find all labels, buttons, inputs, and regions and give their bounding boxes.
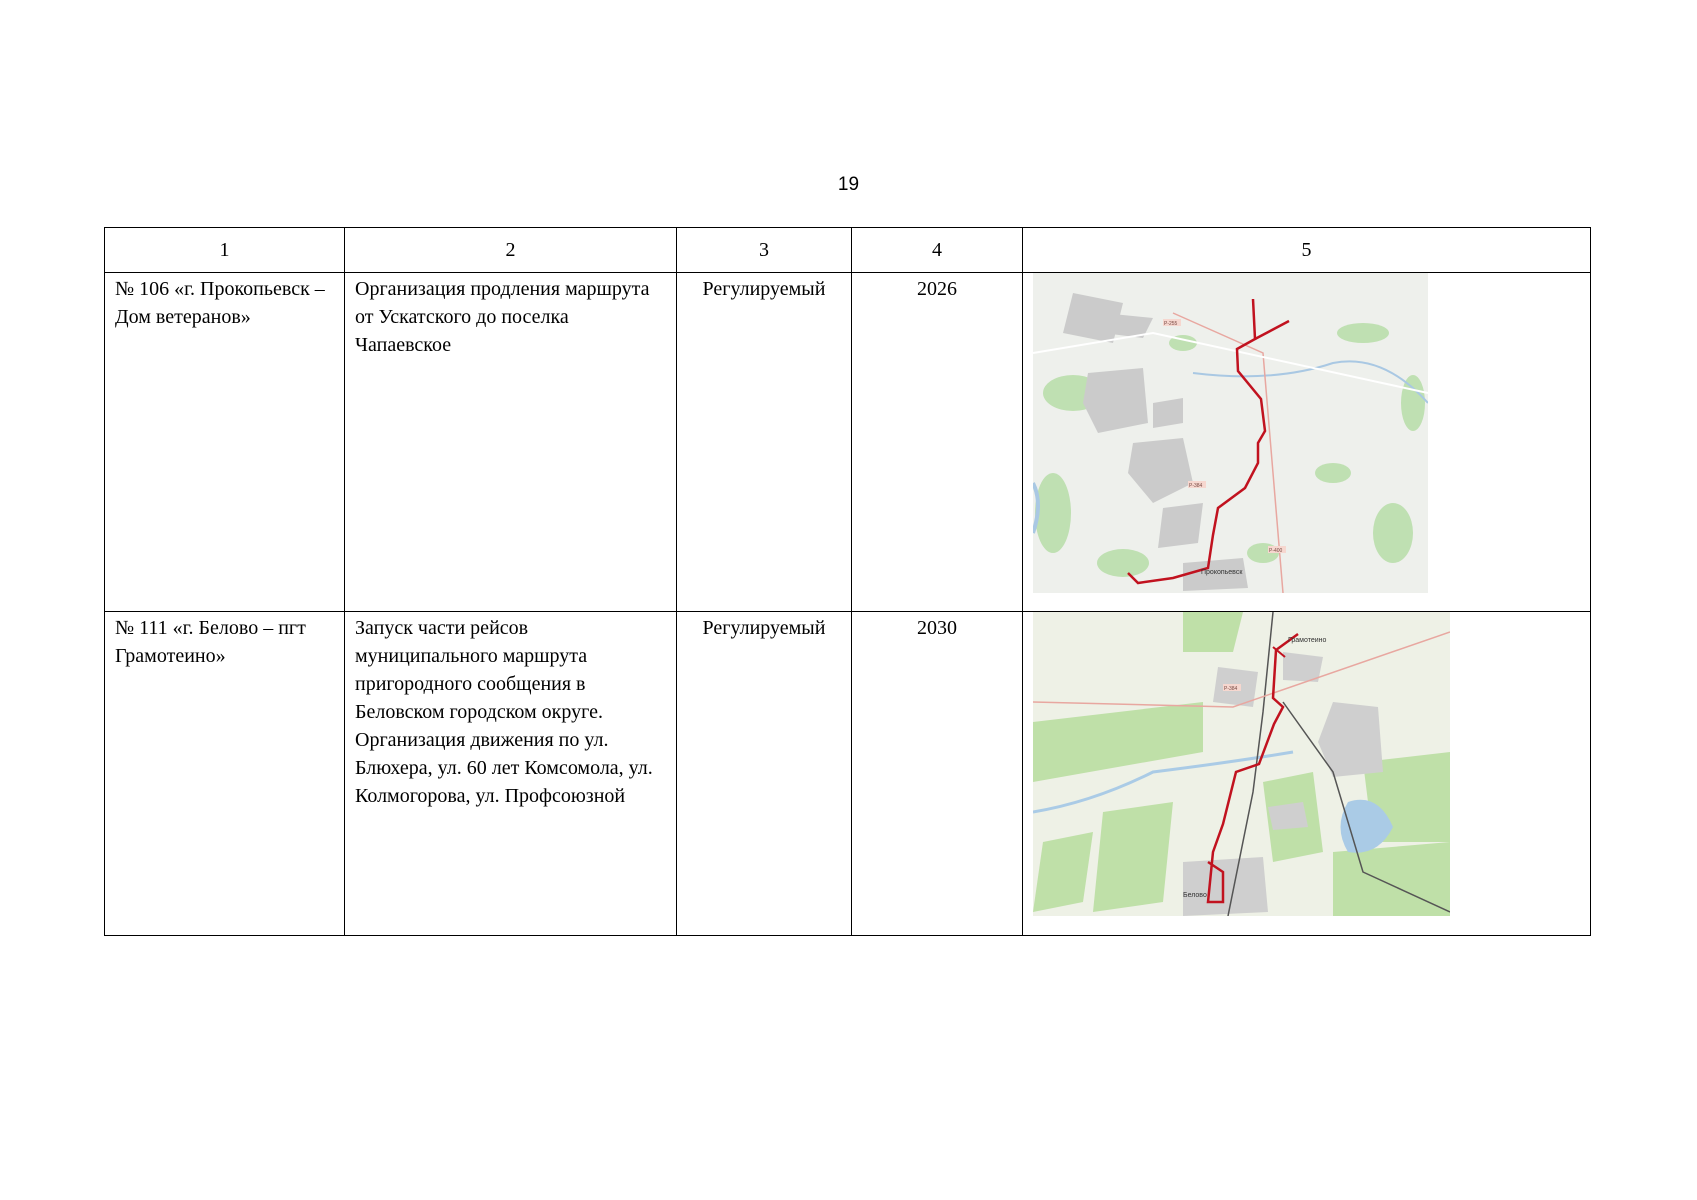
- route-map-cell: [1023, 273, 1591, 612]
- route-year: 2026: [917, 278, 957, 300]
- map-town-label: Грамотеино: [1288, 637, 1327, 644]
- road-sign: Р-400: [1269, 548, 1283, 554]
- route-year-cell: [852, 612, 1023, 936]
- header-col-5: 5: [1023, 228, 1591, 273]
- route-type-cell: [677, 273, 852, 612]
- header-col-2: 2: [345, 228, 677, 273]
- route-map-belovo: [1033, 612, 1450, 916]
- route-action-cell: [345, 612, 677, 936]
- table-row: [105, 612, 1591, 936]
- routes-table: [104, 227, 1591, 936]
- table-header-row: [105, 228, 1591, 273]
- header-col-4: 4: [852, 228, 1023, 273]
- route-name: № 111 «г. Белово – пгт Грамотеино»: [115, 617, 306, 667]
- route-action: Организация продления маршрута от Ускатского до поселка Чапаевское: [355, 278, 650, 356]
- header-col-1: 1: [105, 228, 345, 273]
- route-type: Регулируемый: [702, 278, 826, 300]
- route-map-prokopyevsk: [1033, 273, 1428, 593]
- route-name-cell: [105, 273, 345, 612]
- header-col-3: 3: [677, 228, 852, 273]
- map-city-label: Прокопьевск: [1201, 569, 1243, 576]
- route-type: Регулируемый: [702, 617, 826, 639]
- route-action-cell: [345, 273, 677, 612]
- route-name: № 106 «г. Прокопьевск – Дом ветеранов»: [115, 278, 325, 328]
- page-number: 19: [837, 174, 860, 195]
- table-row: [105, 273, 1591, 612]
- route-name-cell: [105, 612, 345, 936]
- road-sign: Р-255: [1164, 321, 1178, 327]
- route-action: Запуск части рейсов муниципального маршрута пригородного сообщения в Беловском городском округе. Организация движения по ул. Блюхера, ул. 60 лет Комсомола, ул. Колмогорова, ул. Профсоюзной: [355, 617, 653, 807]
- route-type-cell: [677, 612, 852, 936]
- road-sign: Р-384: [1189, 483, 1203, 489]
- route-year-cell: [852, 273, 1023, 612]
- route-year: 2030: [917, 617, 957, 639]
- road-sign: Р-384: [1224, 686, 1238, 692]
- route-map-cell: [1023, 612, 1591, 936]
- map-city-label: Белово: [1183, 892, 1207, 899]
